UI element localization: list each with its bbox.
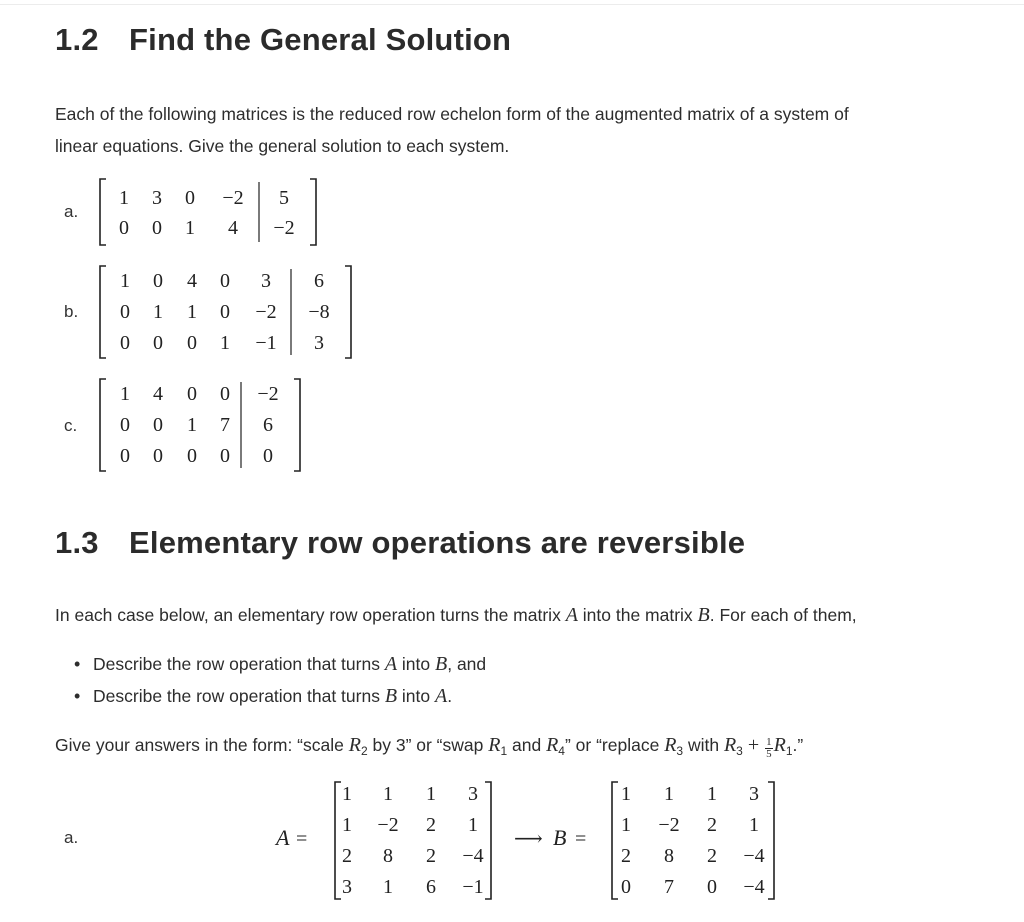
answer-form-instruction: Give your answers in the form: “scale $R_2$ by 3” or “swap $R_1$ and $R_4$” or “replace $R_3$ with $R_3$ + $\frac{1}{5}$ $R_1$.”	[55, 734, 804, 760]
cell: −2	[222, 187, 244, 209]
cell: 2	[426, 814, 436, 836]
cell: 1	[468, 814, 478, 836]
cell: 0	[187, 445, 197, 467]
cell: 3	[314, 332, 324, 354]
cell: 1	[383, 876, 393, 898]
cell: −8	[308, 301, 330, 323]
cell: −2	[257, 383, 279, 405]
cell: 3	[342, 876, 352, 898]
cell: 1	[187, 301, 197, 323]
cell: 4	[187, 270, 197, 292]
cell: 2	[707, 814, 717, 836]
matrix-a	[98, 177, 322, 247]
cell: 4	[228, 217, 238, 239]
cell: 1	[220, 332, 230, 354]
section-1-2-intro-line-2: linear equations. Give the general solution to each system.	[55, 136, 510, 156]
cell: 1	[153, 301, 163, 323]
cell: 1	[707, 783, 717, 805]
cell: 0	[263, 445, 273, 467]
cell: −1	[255, 332, 277, 354]
cell: 1	[621, 814, 631, 836]
cell: 2	[426, 845, 436, 867]
section-1-3-intro: In each case below, an elementary row operation turns the matrix A into the matrix B. For each of them,	[55, 604, 857, 626]
cell: 0	[120, 332, 130, 354]
cell: 0	[187, 383, 197, 405]
cell: 0	[120, 445, 130, 467]
cell: 3	[749, 783, 759, 805]
cell: −2	[377, 814, 399, 836]
cell: 0	[707, 876, 717, 898]
section-1-2-intro-line-1: Each of the following matrices is the reduced row echelon form of the augmented matrix of a system of	[55, 104, 849, 124]
matrix-b-label: b.	[64, 302, 79, 321]
matrix-b	[98, 264, 358, 360]
cell: 0	[220, 270, 230, 292]
section-1-3-heading: 1.3 Elementary row operations are reversible	[55, 525, 746, 560]
cell: 1	[120, 383, 130, 405]
cell: 0	[153, 332, 163, 354]
cell: 2	[621, 845, 631, 867]
cell: 0	[621, 876, 631, 898]
equals-sign: =	[575, 828, 587, 850]
cell: 1	[187, 414, 197, 436]
cell: 7	[664, 876, 674, 898]
cell: 0	[185, 187, 195, 209]
fraction: $\frac{1}{5}$	[766, 736, 772, 760]
cell: 1	[342, 814, 352, 836]
matrix-equation-a-to-b	[270, 776, 790, 922]
cell: 0	[120, 414, 130, 436]
cell: 4	[153, 383, 163, 405]
cell: −2	[273, 217, 295, 239]
cell: 1	[749, 814, 759, 836]
cell: 0	[152, 217, 162, 239]
cell: 8	[383, 845, 393, 867]
cell: −4	[462, 845, 484, 867]
cell: −4	[743, 876, 765, 898]
cell: 6	[426, 876, 436, 898]
cell: 0	[153, 445, 163, 467]
matrix-c	[98, 377, 308, 473]
cell: 3	[152, 187, 162, 209]
cell: 7	[220, 414, 230, 436]
cell: 8	[664, 845, 674, 867]
cell: 1	[383, 783, 393, 805]
part-a-label: a.	[64, 828, 79, 847]
cell: 0	[187, 332, 197, 354]
section-1-2-heading: 1.2 Find the General Solution	[55, 22, 512, 57]
cell: 1	[120, 270, 130, 292]
list-item: • Describe the row operation that turns A into B, and	[74, 648, 486, 680]
cell: −2	[255, 301, 277, 323]
matrix-c-label: c.	[64, 416, 78, 435]
cell: 0	[220, 445, 230, 467]
cell: 1	[342, 783, 352, 805]
cell: −1	[462, 876, 484, 898]
cell: 0	[220, 383, 230, 405]
matrix-B-label: B	[553, 825, 567, 850]
cell: 2	[707, 845, 717, 867]
cell: 1	[119, 187, 129, 209]
cell: 0	[153, 414, 163, 436]
arrow-icon: ⟶	[514, 828, 543, 850]
matrix-a-label: a.	[64, 202, 79, 221]
top-divider	[0, 4, 1024, 5]
cell: 1	[664, 783, 674, 805]
cell: 2	[342, 845, 352, 867]
cell: −4	[743, 845, 765, 867]
list-item: • Describe the row operation that turns B into A.	[74, 680, 486, 712]
cell: 0	[153, 270, 163, 292]
cell: 6	[314, 270, 324, 292]
cell: 0	[119, 217, 129, 239]
equals-sign: =	[296, 828, 308, 850]
cell: 3	[468, 783, 478, 805]
cell: 6	[263, 414, 273, 436]
instruction-list	[74, 648, 486, 712]
cell: 0	[120, 301, 130, 323]
matrix-A-label: A	[276, 825, 290, 850]
cell: 0	[220, 301, 230, 323]
cell: 1	[185, 217, 195, 239]
cell: 1	[426, 783, 436, 805]
cell: 1	[621, 783, 631, 805]
cell: 3	[261, 270, 271, 292]
cell: −2	[658, 814, 680, 836]
cell: 5	[279, 187, 289, 209]
